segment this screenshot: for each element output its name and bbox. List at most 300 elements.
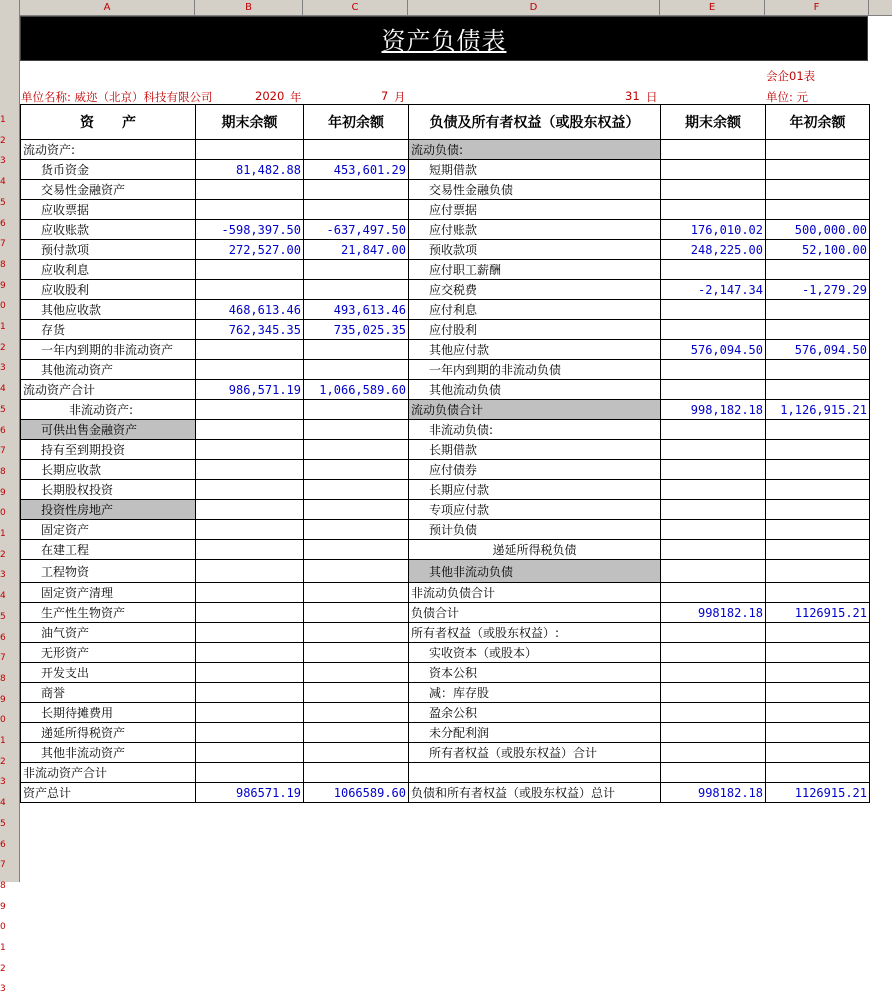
row-header[interactable]: 2 (0, 756, 6, 767)
liability-label-cell[interactable]: 应交税费 (409, 280, 661, 300)
asset-label-cell[interactable]: 无形资产 (21, 643, 196, 663)
liability-end-balance-cell[interactable]: 998182.18 (661, 783, 766, 803)
liability-begin-balance-cell[interactable]: -1,279.29 (766, 280, 870, 300)
row-header[interactable]: 4 (0, 384, 6, 395)
row-header[interactable]: 8 (0, 880, 6, 891)
form-code: 会企01表 (766, 69, 816, 83)
asset-label-cell[interactable]: 其他应收款 (21, 300, 196, 320)
liability-label-cell[interactable]: 应付票据 (409, 200, 661, 220)
row-header[interactable]: 7 (0, 446, 6, 457)
liability-label-cell[interactable]: 其他流动负债 (409, 380, 661, 400)
asset-end-balance-cell[interactable] (196, 703, 304, 723)
report-day-suffix: 日 (646, 90, 658, 104)
liability-begin-balance-cell[interactable] (766, 583, 870, 603)
liability-begin-balance-cell[interactable] (766, 480, 870, 500)
asset-end-balance-cell[interactable] (196, 180, 304, 200)
asset-begin-balance-cell[interactable] (304, 420, 409, 440)
liability-label-cell[interactable]: 长期借款 (409, 440, 661, 460)
column-header-d[interactable]: D (408, 0, 660, 15)
asset-label-cell[interactable]: 流动资产合计 (21, 380, 196, 400)
asset-begin-balance-cell[interactable] (304, 723, 409, 743)
liability-end-balance-cell[interactable] (661, 500, 766, 520)
asset-end-balance-cell[interactable] (196, 743, 304, 763)
asset-label-cell[interactable]: 开发支出 (21, 663, 196, 683)
row-header[interactable]: 4 (0, 798, 6, 809)
liability-end-balance-cell[interactable] (661, 200, 766, 220)
liability-begin-balance-cell[interactable] (766, 540, 870, 560)
liability-begin-balance-cell[interactable] (766, 140, 870, 160)
table-row (21, 480, 870, 500)
liability-end-balance-cell[interactable] (661, 520, 766, 540)
liability-label-cell[interactable]: 长期应付款 (409, 480, 661, 500)
report-month-suffix: 月 (394, 90, 406, 104)
asset-label-cell[interactable]: 非流动资产合计 (21, 763, 196, 783)
table-row (21, 663, 870, 683)
row-header[interactable]: 7 (0, 239, 6, 250)
table-row (21, 763, 870, 783)
asset-begin-balance-cell[interactable] (304, 340, 409, 360)
liability-label-cell[interactable]: 非流动负债合计 (409, 583, 661, 603)
liability-end-balance-cell[interactable] (661, 180, 766, 200)
liability-label-cell[interactable]: 负债和所有者权益（或股东权益）总计 (409, 783, 661, 803)
table-row (21, 300, 870, 320)
asset-begin-balance-cell[interactable]: 453,601.29 (304, 160, 409, 180)
table-row (21, 440, 870, 460)
asset-end-balance-cell[interactable] (196, 540, 304, 560)
asset-end-balance-cell[interactable]: 986,571.19 (196, 380, 304, 400)
row-header[interactable]: 0 (0, 508, 6, 519)
liability-end-balance-cell[interactable] (661, 583, 766, 603)
asset-label-cell[interactable]: 长期应收款 (21, 460, 196, 480)
asset-label-cell[interactable]: 固定资产清理 (21, 583, 196, 603)
asset-end-balance-cell[interactable] (196, 340, 304, 360)
asset-label-cell[interactable]: 投资性房地产 (21, 500, 196, 520)
liability-begin-balance-cell[interactable] (766, 160, 870, 180)
asset-end-balance-cell[interactable]: -598,397.50 (196, 220, 304, 240)
row-header[interactable]: 0 (0, 715, 6, 726)
row-header[interactable]: 0 (0, 922, 6, 933)
row-header[interactable]: 7 (0, 860, 6, 871)
asset-label-cell[interactable]: 存货 (21, 320, 196, 340)
liability-begin-balance-cell[interactable] (766, 300, 870, 320)
liability-end-balance-cell[interactable]: 576,094.50 (661, 340, 766, 360)
liability-begin-balance-cell[interactable] (766, 260, 870, 280)
asset-begin-balance-cell[interactable] (304, 460, 409, 480)
liability-label-cell[interactable]: 所有者权益（或股东权益）: (409, 623, 661, 643)
liability-end-balance-cell[interactable]: -2,147.34 (661, 280, 766, 300)
liability-end-balance-cell[interactable] (661, 763, 766, 783)
column-header-b[interactable]: B (195, 0, 303, 15)
asset-end-balance-cell[interactable] (196, 583, 304, 603)
liability-label-cell[interactable]: 负债合计 (409, 603, 661, 623)
asset-end-balance-cell[interactable] (196, 763, 304, 783)
table-row (21, 583, 870, 603)
table-row (21, 400, 870, 420)
row-header[interactable]: 6 (0, 839, 6, 850)
liability-end-balance-cell[interactable] (661, 743, 766, 763)
asset-end-balance-cell[interactable]: 81,482.88 (196, 160, 304, 180)
liability-end-balance-cell[interactable] (661, 560, 766, 583)
table-row (21, 683, 870, 703)
report-month: 7 (381, 89, 389, 103)
asset-begin-balance-cell[interactable] (304, 703, 409, 723)
asset-begin-balance-cell[interactable] (304, 763, 409, 783)
row-header[interactable]: 8 (0, 673, 6, 684)
liability-end-balance-cell[interactable] (661, 703, 766, 723)
asset-label-cell[interactable]: 其他流动资产 (21, 360, 196, 380)
header-begin-balance-2[interactable]: 年初余额 (766, 105, 870, 140)
row-header[interactable]: 2 (0, 342, 6, 353)
liability-end-balance-cell[interactable] (661, 643, 766, 663)
asset-begin-balance-cell[interactable] (304, 623, 409, 643)
row-header[interactable]: 1 (0, 943, 6, 953)
asset-label-cell[interactable]: 长期股权投资 (21, 480, 196, 500)
liability-end-balance-cell[interactable] (661, 460, 766, 480)
liability-begin-balance-cell[interactable] (766, 420, 870, 440)
asset-begin-balance-cell[interactable] (304, 200, 409, 220)
asset-begin-balance-cell[interactable]: -637,497.50 (304, 220, 409, 240)
row-header-bar (0, 15, 20, 994)
liability-label-cell[interactable]: 盈余公积 (409, 703, 661, 723)
table-row (21, 260, 870, 280)
header-liabilities[interactable]: 负债及所有者权益（或股东权益） (409, 105, 661, 140)
table-row (21, 783, 870, 803)
liability-end-balance-cell[interactable]: 248,225.00 (661, 240, 766, 260)
asset-end-balance-cell[interactable] (196, 500, 304, 520)
liability-end-balance-cell[interactable] (661, 320, 766, 340)
column-header-f[interactable]: F (765, 0, 869, 15)
asset-end-balance-cell[interactable]: 762,345.35 (196, 320, 304, 340)
liability-begin-balance-cell[interactable] (766, 663, 870, 683)
column-header-c[interactable]: C (303, 0, 408, 15)
liability-end-balance-cell[interactable] (661, 140, 766, 160)
row-header[interactable]: 5 (0, 197, 6, 208)
liability-label-cell[interactable]: 应付利息 (409, 300, 661, 320)
asset-end-balance-cell[interactable] (196, 260, 304, 280)
table-row (21, 460, 870, 480)
liability-end-balance-cell[interactable]: 998182.18 (661, 603, 766, 623)
row-header[interactable]: 0 (0, 301, 6, 312)
asset-begin-balance-cell[interactable] (304, 400, 409, 420)
liability-end-balance-cell[interactable]: 998,182.18 (661, 400, 766, 420)
asset-label-cell[interactable]: 油气资产 (21, 623, 196, 643)
liability-end-balance-cell[interactable] (661, 260, 766, 280)
table-row (21, 200, 870, 220)
liability-begin-balance-cell[interactable] (766, 683, 870, 703)
header-end-balance-2[interactable]: 期末余额 (661, 105, 766, 140)
liability-end-balance-cell[interactable] (661, 723, 766, 743)
table-row (21, 723, 870, 743)
asset-end-balance-cell[interactable] (196, 663, 304, 683)
table-row (21, 140, 870, 160)
table-row (21, 540, 870, 560)
asset-begin-balance-cell[interactable] (304, 180, 409, 200)
liability-end-balance-cell[interactable] (661, 480, 766, 500)
table-header-row (21, 105, 870, 140)
liability-label-cell[interactable]: 应付账款 (409, 220, 661, 240)
asset-end-balance-cell[interactable] (196, 420, 304, 440)
header-assets[interactable]: 资 产 (21, 105, 196, 140)
liability-begin-balance-cell[interactable]: 52,100.00 (766, 240, 870, 260)
liability-label-cell[interactable]: 预计负债 (409, 520, 661, 540)
liability-begin-balance-cell[interactable] (766, 560, 870, 583)
asset-end-balance-cell[interactable]: 986571.19 (196, 783, 304, 803)
liability-begin-balance-cell[interactable] (766, 200, 870, 220)
liability-label-cell[interactable]: 实收资本（或股本） (409, 643, 661, 663)
liability-begin-balance-cell[interactable] (766, 623, 870, 643)
liability-end-balance-cell[interactable] (661, 663, 766, 683)
liability-begin-balance-cell[interactable] (766, 643, 870, 663)
table-row (21, 180, 870, 200)
asset-begin-balance-cell[interactable] (304, 260, 409, 280)
report-year: 2020 (255, 89, 285, 103)
row-header[interactable]: 2 (0, 135, 6, 146)
asset-label-cell[interactable]: 一年内到期的非流动资产 (21, 340, 196, 360)
asset-end-balance-cell[interactable] (196, 723, 304, 743)
asset-label-cell[interactable]: 长期待摊费用 (21, 703, 196, 723)
asset-begin-balance-cell[interactable] (304, 603, 409, 623)
asset-end-balance-cell[interactable] (196, 460, 304, 480)
liability-label-cell[interactable]: 专项应付款 (409, 500, 661, 520)
asset-begin-balance-cell[interactable]: 1,066,589.60 (304, 380, 409, 400)
liability-label-cell[interactable]: 一年内到期的非流动负债 (409, 360, 661, 380)
asset-label-cell[interactable]: 货币资金 (21, 160, 196, 180)
asset-end-balance-cell[interactable] (196, 603, 304, 623)
liability-end-balance-cell[interactable] (661, 380, 766, 400)
liability-end-balance-cell[interactable] (661, 300, 766, 320)
asset-label-cell[interactable]: 流动资产: (21, 140, 196, 160)
liability-begin-balance-cell[interactable] (766, 380, 870, 400)
row-header[interactable]: 8 (0, 466, 6, 477)
liability-begin-balance-cell[interactable] (766, 520, 870, 540)
liability-end-balance-cell[interactable] (661, 360, 766, 380)
asset-end-balance-cell[interactable] (196, 480, 304, 500)
table-row (21, 703, 870, 723)
asset-label-cell[interactable]: 交易性金融资产 (21, 180, 196, 200)
asset-begin-balance-cell[interactable] (304, 480, 409, 500)
asset-begin-balance-cell[interactable]: 735,025.35 (304, 320, 409, 340)
liability-begin-balance-cell[interactable] (766, 180, 870, 200)
row-header[interactable]: 5 (0, 611, 6, 622)
header-end-balance[interactable]: 期末余额 (196, 105, 304, 140)
liability-label-cell[interactable]: 非流动负债: (409, 420, 661, 440)
asset-end-balance-cell[interactable]: 468,613.46 (196, 300, 304, 320)
report-year-suffix: 年 (290, 90, 302, 104)
liability-begin-balance-cell[interactable] (766, 703, 870, 723)
liability-end-balance-cell[interactable] (661, 623, 766, 643)
asset-begin-balance-cell[interactable] (304, 683, 409, 703)
asset-begin-balance-cell[interactable]: 1066589.60 (304, 783, 409, 803)
liability-label-cell[interactable]: 流动负债合计 (409, 400, 661, 420)
currency-unit: 单位: 元 (766, 90, 809, 104)
table-row (21, 743, 870, 763)
liability-label-cell[interactable]: 流动负债: (409, 140, 661, 160)
row-header[interactable]: 3 (0, 363, 6, 374)
asset-label-cell[interactable]: 应收股利 (21, 280, 196, 300)
row-header[interactable]: 1 (0, 322, 6, 332)
asset-end-balance-cell[interactable] (196, 440, 304, 460)
row-header[interactable]: 7 (0, 653, 6, 664)
row-header[interactable]: 9 (0, 694, 6, 705)
liability-begin-balance-cell[interactable]: 576,094.50 (766, 340, 870, 360)
row-header[interactable]: 4 (0, 177, 6, 188)
asset-label-cell[interactable]: 预付款项 (21, 240, 196, 260)
asset-end-balance-cell[interactable] (196, 400, 304, 420)
asset-label-cell[interactable]: 资产总计 (21, 783, 196, 803)
asset-end-balance-cell[interactable] (196, 360, 304, 380)
asset-label-cell[interactable]: 应收账款 (21, 220, 196, 240)
row-header[interactable]: 2 (0, 549, 6, 560)
asset-end-balance-cell[interactable] (196, 140, 304, 160)
asset-label-cell[interactable]: 应收票据 (21, 200, 196, 220)
liability-label-cell[interactable]: 短期借款 (409, 160, 661, 180)
liability-label-cell[interactable]: 应付职工薪酬 (409, 260, 661, 280)
column-header-a[interactable]: A (20, 0, 195, 15)
asset-begin-balance-cell[interactable] (304, 583, 409, 603)
asset-begin-balance-cell[interactable]: 493,613.46 (304, 300, 409, 320)
asset-label-cell[interactable]: 应收利息 (21, 260, 196, 280)
row-header[interactable]: 3 (0, 156, 6, 167)
asset-begin-balance-cell[interactable] (304, 280, 409, 300)
asset-begin-balance-cell[interactable] (304, 560, 409, 583)
row-header[interactable]: 2 (0, 963, 6, 974)
liability-begin-balance-cell[interactable]: 500,000.00 (766, 220, 870, 240)
liability-end-balance-cell[interactable] (661, 440, 766, 460)
header-begin-balance[interactable]: 年初余额 (304, 105, 409, 140)
liability-begin-balance-cell[interactable]: 1126915.21 (766, 783, 870, 803)
asset-label-cell[interactable]: 工程物资 (21, 560, 196, 583)
asset-end-balance-cell[interactable]: 272,527.00 (196, 240, 304, 260)
asset-label-cell[interactable]: 非流动资产: (21, 400, 196, 420)
asset-label-cell[interactable]: 可供出售金融资产 (21, 420, 196, 440)
table-row (21, 603, 870, 623)
asset-begin-balance-cell[interactable] (304, 140, 409, 160)
asset-label-cell[interactable]: 生产性生物资产 (21, 603, 196, 623)
asset-label-cell[interactable]: 递延所得税资产 (21, 723, 196, 743)
asset-begin-balance-cell[interactable] (304, 540, 409, 560)
asset-begin-balance-cell[interactable] (304, 440, 409, 460)
liability-label-cell[interactable]: 所有者权益（或股东权益）合计 (409, 743, 661, 763)
table-row (21, 360, 870, 380)
row-header[interactable]: 3 (0, 570, 6, 581)
row-header[interactable]: 3 (0, 984, 6, 994)
liability-end-balance-cell[interactable]: 176,010.02 (661, 220, 766, 240)
liability-end-balance-cell[interactable] (661, 683, 766, 703)
row-header[interactable]: 6 (0, 632, 6, 643)
asset-begin-balance-cell[interactable] (304, 500, 409, 520)
asset-begin-balance-cell[interactable] (304, 663, 409, 683)
liability-end-balance-cell[interactable] (661, 420, 766, 440)
column-header-bar (0, 0, 892, 16)
row-header[interactable]: 5 (0, 404, 6, 415)
liability-label-cell[interactable]: 未分配利润 (409, 723, 661, 743)
table-row (21, 500, 870, 520)
balance-sheet-table (20, 104, 870, 803)
liability-label-cell[interactable]: 预收款项 (409, 240, 661, 260)
asset-end-balance-cell[interactable] (196, 560, 304, 583)
liability-label-cell[interactable]: 资本公积 (409, 663, 661, 683)
asset-begin-balance-cell[interactable] (304, 520, 409, 540)
row-header[interactable]: 4 (0, 591, 6, 602)
title-bar (20, 16, 868, 61)
asset-begin-balance-cell[interactable] (304, 360, 409, 380)
liability-begin-balance-cell[interactable] (766, 320, 870, 340)
table-row (21, 420, 870, 440)
row-header[interactable]: 1 (0, 115, 6, 125)
asset-begin-balance-cell[interactable] (304, 743, 409, 763)
liability-label-cell[interactable]: 其他非流动负债 (409, 560, 661, 583)
table-row (21, 320, 870, 340)
asset-end-balance-cell[interactable] (196, 520, 304, 540)
liability-begin-balance-cell[interactable] (766, 723, 870, 743)
liability-begin-balance-cell[interactable]: 1126915.21 (766, 603, 870, 623)
report-title: 资产负债表 (381, 27, 507, 55)
liability-begin-balance-cell[interactable] (766, 360, 870, 380)
select-all-corner[interactable] (0, 0, 20, 15)
liability-end-balance-cell[interactable] (661, 160, 766, 180)
liability-label-cell[interactable]: 应付债券 (409, 460, 661, 480)
asset-label-cell[interactable]: 固定资产 (21, 520, 196, 540)
liability-label-cell[interactable]: 减：库存股 (409, 683, 661, 703)
table-row (21, 623, 870, 643)
asset-label-cell[interactable]: 持有至到期投资 (21, 440, 196, 460)
asset-begin-balance-cell[interactable] (304, 643, 409, 663)
row-header[interactable]: 9 (0, 280, 6, 291)
row-header[interactable]: 9 (0, 901, 6, 912)
liability-label-cell[interactable] (409, 763, 661, 783)
asset-label-cell[interactable]: 其他非流动资产 (21, 743, 196, 763)
liability-label-cell[interactable]: 其他应付款 (409, 340, 661, 360)
table-row (21, 520, 870, 540)
table-row (21, 220, 870, 240)
table-row (21, 643, 870, 663)
liability-label-cell[interactable]: 交易性金融负债 (409, 180, 661, 200)
asset-end-balance-cell[interactable] (196, 683, 304, 703)
liability-begin-balance-cell[interactable] (766, 743, 870, 763)
row-header[interactable]: 1 (0, 736, 6, 746)
asset-label-cell[interactable]: 商誉 (21, 683, 196, 703)
company-name: 单位名称: 威迩（北京）科技有限公司 (21, 90, 213, 104)
liability-begin-balance-cell[interactable] (766, 763, 870, 783)
row-header[interactable]: 8 (0, 259, 6, 270)
table-row (21, 340, 870, 360)
column-header-e[interactable]: E (660, 0, 765, 15)
liability-begin-balance-cell[interactable] (766, 500, 870, 520)
table-row (21, 560, 870, 583)
liability-label-cell[interactable]: 应付股利 (409, 320, 661, 340)
liability-label-cell[interactable]: 递延所得税负债 (409, 540, 661, 560)
row-header[interactable]: 9 (0, 487, 6, 498)
asset-end-balance-cell[interactable] (196, 623, 304, 643)
liability-end-balance-cell[interactable] (661, 540, 766, 560)
asset-end-balance-cell[interactable] (196, 200, 304, 220)
row-header[interactable]: 6 (0, 425, 6, 436)
liability-begin-balance-cell[interactable] (766, 440, 870, 460)
liability-begin-balance-cell[interactable]: 1,126,915.21 (766, 400, 870, 420)
asset-end-balance-cell[interactable] (196, 643, 304, 663)
asset-label-cell[interactable]: 在建工程 (21, 540, 196, 560)
liability-begin-balance-cell[interactable] (766, 460, 870, 480)
row-header[interactable]: 6 (0, 218, 6, 229)
row-header[interactable]: 3 (0, 777, 6, 788)
table-row (21, 160, 870, 180)
report-day: 31 (625, 89, 640, 103)
table-row (21, 380, 870, 400)
asset-end-balance-cell[interactable] (196, 280, 304, 300)
row-header[interactable]: 1 (0, 529, 6, 539)
row-header[interactable]: 5 (0, 818, 6, 829)
asset-begin-balance-cell[interactable]: 21,847.00 (304, 240, 409, 260)
